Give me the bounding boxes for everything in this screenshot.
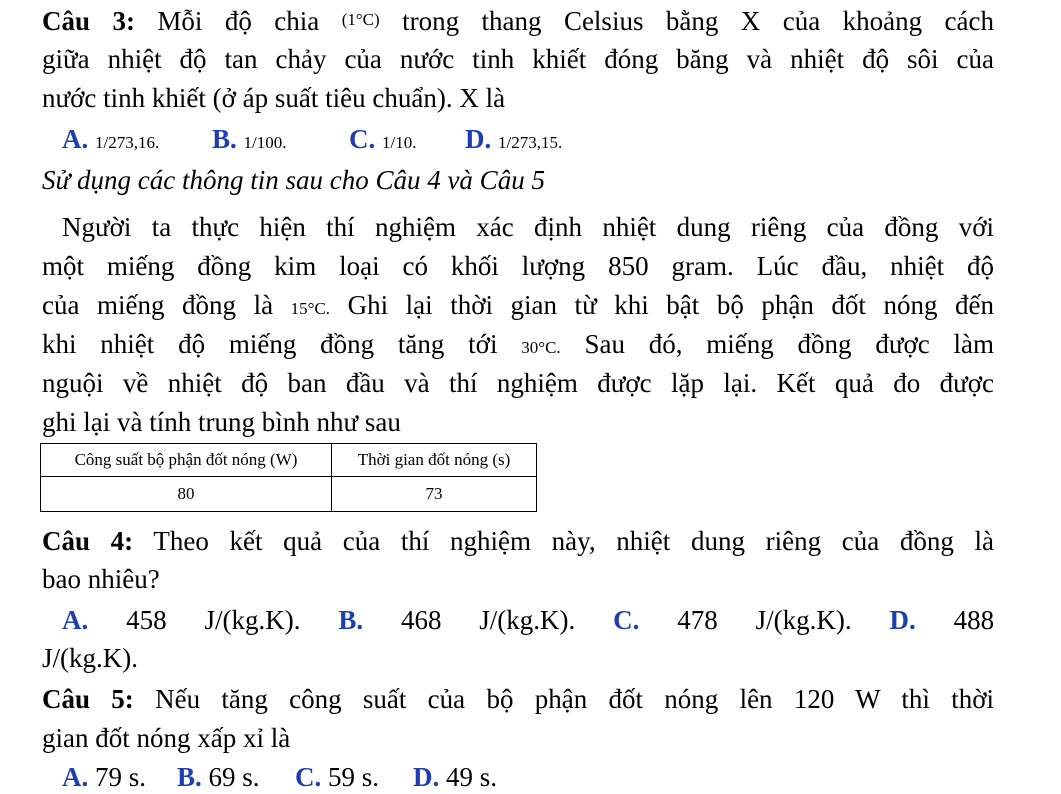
option-letter: D. (413, 762, 440, 792)
q5-line-1 (42, 682, 994, 716)
option-text: 458 J/(kg.K). (126, 605, 301, 635)
q3-option-d[interactable] (465, 122, 562, 160)
option-text: 1/100. (243, 133, 287, 152)
option-letter: B. (338, 605, 364, 635)
option-letter: B. (177, 762, 202, 792)
passage-line-6: ghi lại và tính trung bình như sau (42, 407, 401, 437)
temperature-value: 30°C. (521, 338, 561, 357)
option-letter: C. (349, 124, 376, 154)
q4-text: Theo kết quả của thí nghiệm này, nhiệt dung riêng của đồng là (153, 526, 994, 556)
option-text: 79 s. (95, 762, 147, 792)
q3-line-1 (42, 3, 994, 38)
table-row (41, 477, 537, 512)
option-letter: A. (62, 124, 89, 154)
q5-line-2: gian đốt nóng xấp xỉ là (42, 723, 291, 753)
q4-option-a[interactable] (62, 605, 300, 635)
q4-options (62, 603, 994, 637)
q5-options (62, 760, 1014, 794)
option-text: 478 J/(kg.K). (677, 605, 852, 635)
passage-text: của miếng đồng là (42, 290, 274, 320)
option-letter: D. (465, 124, 492, 154)
intro-text: Sử dụng các thông tin sau cho Câu 4 và Câu 5 (42, 165, 545, 195)
table-header-row (41, 444, 537, 477)
passage-text: Sau đó, miếng đồng được làm (584, 329, 995, 359)
passage-line-1: Người ta thực hiện thí nghiệm xác định nhiệt dung riêng của đồng với (62, 212, 994, 242)
option-text: 59 s. (328, 762, 380, 792)
option-text: 1/273,15. (498, 133, 563, 152)
passage-line-2: một miếng đồng kim loại có khối lượng 850 gram. Lúc đầu, nhiệt độ (42, 251, 994, 281)
option-letter: A. (62, 605, 89, 635)
q5-label: Câu 5: (42, 684, 134, 714)
temperature-value: 15°C. (290, 299, 331, 318)
q5-option-d[interactable] (413, 760, 497, 794)
option-text: 1/10. (382, 133, 417, 152)
q5-text: Nếu tăng công suất của bộ phận đốt nóng lên 120 W thì thời (155, 684, 994, 714)
option-letter: C. (295, 762, 322, 792)
q3-label: Câu 3: (42, 6, 135, 36)
q4-option-b[interactable] (338, 605, 575, 635)
option-text: 69 s. (208, 762, 260, 792)
option-text: 468 J/(kg.K). (400, 605, 576, 635)
q3-text-before: Mỗi độ chia (157, 6, 320, 36)
q3-text-after: trong thang Celsius bằng X của khoảng cách (402, 6, 995, 36)
passage-line-3 (42, 288, 994, 326)
table-cell: 73 (332, 477, 537, 512)
q5-option-a[interactable] (62, 760, 177, 794)
q3-option-b[interactable] (212, 122, 349, 160)
q3-unit: (1°C) (341, 10, 380, 29)
option-text: 1/273,16. (95, 133, 160, 152)
q4-option-c[interactable] (613, 605, 851, 635)
q5-option-b[interactable] (177, 760, 295, 794)
passage-line-4 (42, 327, 994, 365)
passage-text: khi nhiệt độ miếng đồng tăng tới (42, 329, 498, 359)
option-text: 488 (953, 605, 995, 635)
q3-line-2: giữa nhiệt độ tan chảy của nước tinh khiết đóng băng và nhiệt độ sôi của (42, 44, 994, 74)
q3-options (62, 122, 1014, 160)
q5-option-c[interactable] (295, 760, 413, 794)
table-header-cell: Công suất bộ phận đốt nóng (W) (41, 444, 332, 477)
table-header-cell: Thời gian đốt nóng (s) (332, 444, 537, 477)
q4-line-1 (42, 524, 994, 558)
q4-label: Câu 4: (42, 526, 134, 556)
passage-text: Ghi lại thời gian từ khi bật bộ phận đốt nóng đến (347, 290, 995, 320)
q3-option-a[interactable] (62, 122, 212, 160)
option-letter: C. (613, 605, 640, 635)
option-text: 49 s. (446, 762, 498, 792)
results-table (40, 443, 537, 512)
option-letter: B. (212, 124, 237, 154)
table-cell: 80 (41, 477, 332, 512)
option-letter: A. (62, 762, 89, 792)
q4-option-d[interactable] (889, 605, 994, 635)
option-letter: D. (889, 605, 916, 635)
q4-option-d-cont: J/(kg.K). (42, 643, 138, 673)
q3-option-c[interactable] (349, 122, 465, 160)
passage-line-5: nguội về nhiệt độ ban đầu và thí nghiệm được lặp lại. Kết quả đo được (42, 368, 994, 398)
q4-line-2: bao nhiêu? (42, 564, 160, 594)
q3-line-3: nước tinh khiết (ở áp suất tiêu chuẩn). X là (42, 83, 506, 113)
